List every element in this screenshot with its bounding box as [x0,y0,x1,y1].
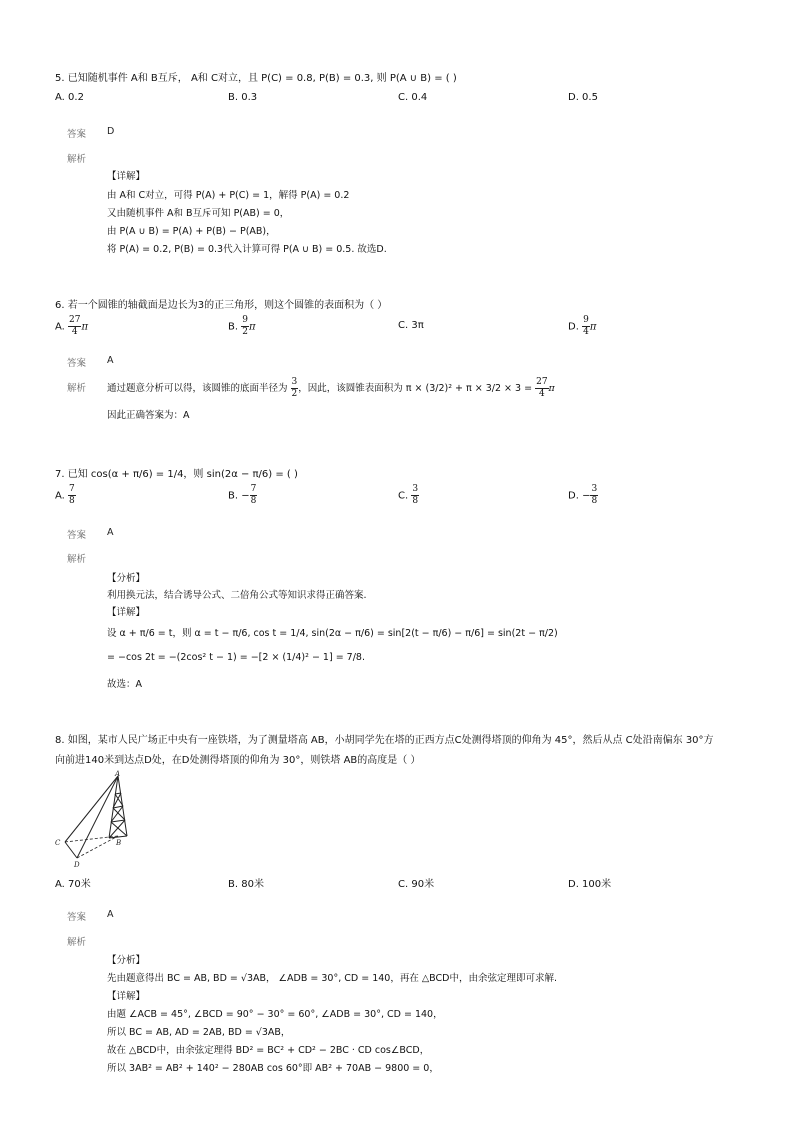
q8-sol-line-3: 【详解】 [107,991,146,1002]
q7-option-c: C. $\frac{3}{8}$ [398,484,419,506]
q6-answer-label: 答案 [67,358,87,369]
q6-sol-line-2: 因此正确答案为：A [107,410,190,421]
q6-option-d-frac: $\frac{9}{4}$ [583,315,589,337]
q7-answer-label: 答案 [67,530,87,541]
q7-option-a-frac: $\frac{7}{8}$ [69,484,75,506]
q5-answer: D [107,126,115,137]
q8-answer: A [107,909,114,920]
q7-option-d: D. − $\frac{3}{8}$ [568,484,598,506]
q7-sol-line-3: 【详解】 [107,607,146,618]
q7-option-d-frac: $\frac{3}{8}$ [591,484,598,506]
q8-sol-line-5: 所以 BC = AB, AD = 2AB, BD = √3AB， [107,1027,291,1038]
q5-option-b: B. 0.3 [228,92,258,103]
q5-sol-line-2: 由 A和 C对立，可得 P(A) + P(C) = 1，解得 P(A) = 0.2 [107,190,350,201]
q8-label-a: A [115,770,121,778]
q7-sol-line-4: 设 α + π/6 = t，则 α = t − π/6, cos t = 1/4, sin(2α − π/6) = sin[2(t − π/6) − π/6] = sin(2t − π/2) [107,628,558,639]
q5-option-a: A. 0.2 [55,92,84,103]
q8-stem-line-1: 8. 如图，某市人民广场正中央有一座铁塔，为了测量塔高 AB，小胡同学先在塔的正西方点C处测得塔顶的仰角为 45°，然后从点 C处沿南偏东 30°方 [55,735,714,746]
q6-option-a-frac: $\frac{27}{4}$ [69,315,81,337]
q7-sol-line-1: 【分析】 [107,573,146,584]
q5-answer-label: 答案 [67,129,87,140]
q8-option-b: B. 80米 [228,879,264,890]
q6-analysis-label: 解析 [67,383,87,394]
q8-label-c: C [55,839,61,847]
q6-radius-frac: $\frac{3}{2}$ [291,377,298,399]
q6-option-c: C. 3π [398,320,424,331]
q5-sol-line-3: 又由随机事件 A和 B互斥可知 P(AB) = 0， [107,208,290,219]
q8-sol-line-7: 所以 3AB² = AB² + 140² − 280AB cos 60°即 AB² + 70AB − 9800 = 0， [107,1063,439,1074]
q7-option-c-frac: $\frac{3}{8}$ [412,484,419,506]
q5-sol-line-1: 【详解】 [107,171,146,182]
q8-option-d: D. 100米 [568,879,612,890]
q8-label-d: D [74,861,80,869]
q7-option-a: A. $\frac{7}{8}$ [55,484,75,506]
q8-option-c: C. 90米 [398,879,435,890]
q8-sol-line-2: 先由题意得出 BC = AB, BD = √3AB， ∠ADB = 30°, CD = 140，再在 △BCD中，由余弦定理即可求解. [107,973,557,984]
q7-answer: A [107,527,114,538]
q5-sol-line-5: 将 P(A) = 0.2, P(B) = 0.3代入计算可得 P(A ∪ B) = 0.5. 故选D. [107,244,387,255]
q5-option-d: D. 0.5 [568,92,598,103]
q8-stem-line-2: 向前进140米到达点D处，在D处测得塔顶的仰角为 30°，则铁塔 AB的高度是（ ） [55,755,421,766]
q6-sol-line-1: 通过题意分析可以得，该圆锥的底面半径为 $\frac{3}{2}$ ，因此，该圆锥表面积为 π × (3/2)² + π × 3/2 × 3 = $\frac{27}{4}$ π [107,377,555,399]
q7-sol-line-2: 利用换元法，结合诱导公式、二倍角公式等知识求得正确答案. [107,590,367,601]
q8-option-a: A. 70米 [55,879,91,890]
q5-analysis-label: 解析 [67,154,87,165]
q5-stem: 5. 已知随机事件 A和 B互斥， A和 C对立，且 P(C) = 0.8, P(B) = 0.3, 则 P(A ∪ B) = ( ) [55,73,457,84]
q5-sol-line-4: 由 P(A ∪ B) = P(A) + P(B) − P(AB)， [107,226,276,237]
q6-result-frac: $\frac{27}{4}$ [536,377,548,399]
q8-sol-line-6: 故在 △BCD中，由余弦定理得 BD² = BC² + CD² − 2BC · CD cos∠BCD， [107,1045,430,1056]
q6-option-a: A. $\frac{27}{4}$ π [55,315,89,337]
q7-analysis-label: 解析 [67,554,87,565]
q8-answer-label: 答案 [67,912,87,923]
q6-option-b: B. $\frac{9}{2}$ π [228,315,256,337]
q6-option-b-frac: $\frac{9}{2}$ [242,315,248,337]
q7-option-b: B. − $\frac{7}{8}$ [228,484,257,506]
q8-label-b: B [116,839,122,847]
q8-tower-figure [52,770,142,870]
q5-option-c: C. 0.4 [398,92,428,103]
q8-sol-line-1: 【分析】 [107,955,146,966]
q7-option-b-frac: $\frac{7}{8}$ [250,484,257,506]
q6-stem: 6. 若一个圆锥的轴截面是边长为3的正三角形，则这个圆锥的表面积为（ ） [55,300,388,311]
q7-stem: 7. 已知 cos(α + π/6) = 1/4，则 sin(2α − π/6) = ( ) [55,469,298,480]
q6-answer: A [107,355,114,366]
q7-sol-line-5: = −cos 2t = −(2cos² t − 1) = −[2 × (1/4)² − 1] = 7/8. [107,652,365,663]
q6-option-d: D. $\frac{9}{4}$ π [568,315,597,337]
q7-sol-line-6: 故选：A [107,679,142,690]
q8-sol-line-4: 由题 ∠ACB = 45°, ∠BCD = 90° − 30° = 60°, ∠ADB = 30°, CD = 140， [107,1009,443,1020]
q8-analysis-label: 解析 [67,937,87,948]
